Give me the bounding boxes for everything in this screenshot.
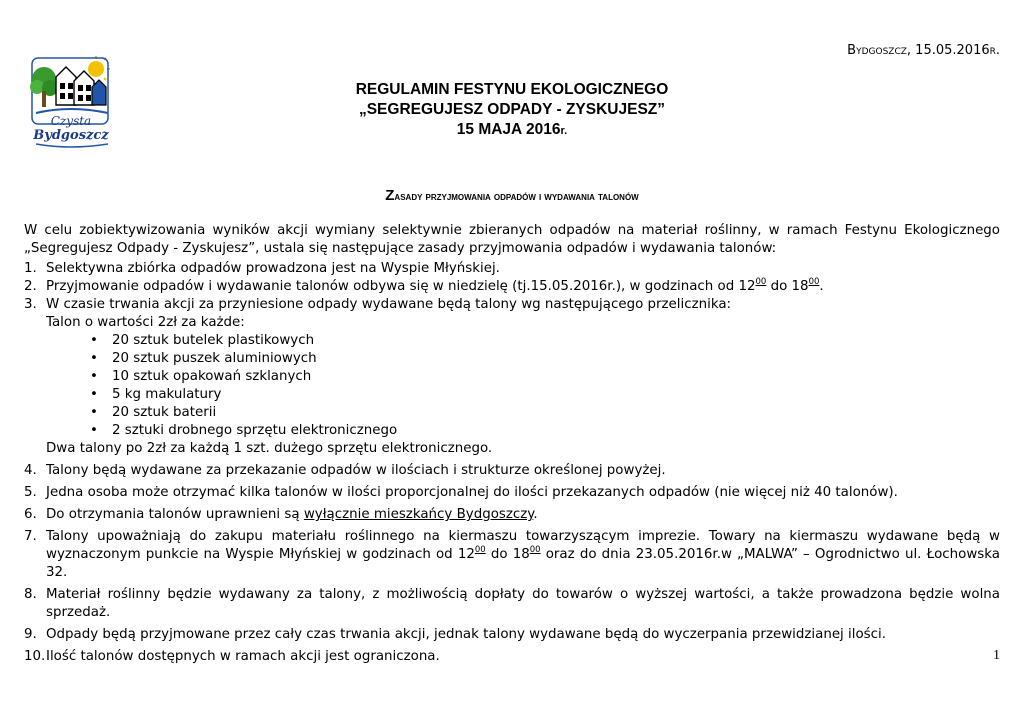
- rule-text: Jedna osoba może otrzymać kilka talonów w ilości proporcjonalnej do ilości przekazanych odpadów (nie więcej niż 40 talonów).: [46, 485, 898, 500]
- rule-text: Selektywna zbiórka odpadów prowadzona jest na Wyspie Młyńskiej.: [46, 261, 500, 276]
- rule-item: [24, 586, 1000, 622]
- rule-number: 5.: [24, 485, 37, 500]
- rule-text: Odpady będą przyjmowane przez cały czas trwania akcji, jednak talony wydawane będą do wyczerpania przewidzianej ilości.: [46, 627, 886, 642]
- rule-text-part: W czasie trwania akcji za przyniesione odpady wydawane będą talony wg następującego przelicznika:: [46, 297, 732, 312]
- document-title: [0, 80, 1024, 141]
- list-item: • 20 sztuk butelek plastikowych: [46, 332, 1000, 350]
- rule-text-part: .: [533, 507, 538, 522]
- rule-number: 6.: [24, 507, 37, 522]
- title-line-3: [0, 120, 1024, 141]
- rule-item: [24, 648, 1000, 666]
- list-item: • 20 sztuk baterii: [46, 404, 1000, 422]
- rule-number: 10.: [24, 649, 46, 664]
- rule-text-part: do 18: [766, 279, 809, 294]
- rule-text: Materiał roślinny będzie wydawany za talony, z możliwością dopłaty do towarów o wyższej wartości, a także prowadzona będzie wolna sprzedaż.: [46, 587, 1000, 620]
- rule-text: Talony będą wydawane za przekazanie odpadów w ilościach i strukturze określonej powyżej.: [46, 463, 666, 478]
- time-superscript: 00: [474, 545, 486, 555]
- rule-item: [24, 260, 1000, 278]
- title-line-1: REGULAMIN FESTYNU EKOLOGICZNEGO: [355, 81, 669, 98]
- page-number: 1: [993, 648, 1000, 663]
- rule-text-part: Do otrzymania talonów uprawnieni są: [46, 507, 304, 522]
- rule-item: [24, 484, 1000, 502]
- date-value: 15.05.2016: [915, 43, 990, 58]
- rule-number: 4.: [24, 463, 37, 478]
- underline-wave-icon: [36, 144, 108, 147]
- time-superscript: 00: [808, 277, 820, 287]
- rule-number: 3.: [24, 297, 37, 312]
- rule-text: [46, 278, 1000, 296]
- section-heading-text: asady przyjmowania odpadów i wydawania talonów: [394, 191, 639, 203]
- list-item: • 2 sztuki drobnego sprzętu elektronicznego: [46, 422, 1000, 440]
- rule-number: 2.: [24, 279, 37, 294]
- rule-number: 9.: [24, 627, 37, 642]
- date-suffix: r.: [989, 43, 1000, 58]
- rule-text: Ilość talonów dostępnych w ramach akcji jest ograniczona.: [46, 649, 440, 664]
- sun-icon: [88, 61, 104, 77]
- rule-item: [24, 296, 1000, 458]
- rule-item: [24, 506, 1000, 524]
- talon-intro: Talon o wartości 2zł za każde:: [46, 315, 245, 330]
- rule-text-part: Talony upoważniają do zakupu materiału roślinnego na kiermaszu towarzyszącym imprezie. Towary na kiermaszu wydawane będą w wyznaczonym punkcie na Wyspie Młyńskiej w godzinach od 12: [46, 529, 1000, 562]
- section-heading-initial: Z: [385, 187, 395, 204]
- rule-item: [24, 528, 1000, 582]
- rule-item: [24, 626, 1000, 644]
- rule-item: [24, 278, 1000, 296]
- logo-text-top: Czysta: [50, 114, 92, 128]
- intro-paragraph: W celu zobiektywizowania wyników akcji wymiany selektywnie zbieranych odpadów na materiał roślinny, w ramach Festynu Ekologicznego „Segregujesz Odpady - Zyskujesz”, ustala się następujące zasady przyjmowania odpadów i wydawania talonów:: [24, 223, 1000, 256]
- time-superscript: 00: [755, 277, 767, 287]
- rules-body: [24, 222, 1000, 666]
- document-date: [847, 43, 1000, 58]
- rule-number: 1.: [24, 261, 37, 276]
- section-heading: [0, 187, 1024, 204]
- date-separator: ,: [906, 43, 916, 58]
- rule-number: 7.: [24, 529, 37, 544]
- underlined-text: wyłącznie mieszkańcy Bydgoszczy: [303, 507, 534, 522]
- rule-text-part: do 18: [485, 547, 530, 562]
- rule-text-part: Przyjmowanie odpadów i wydawanie talonów odbywa się w niedzielę (tj.15.05.2016r.), w godzinach od 12: [46, 279, 756, 294]
- title-date-suffix: r.: [560, 125, 568, 137]
- date-city: Bydgoszcz: [847, 43, 907, 58]
- list-item: • 10 sztuk opakowań szklanych: [46, 368, 1000, 386]
- rule-item: [24, 462, 1000, 480]
- conversion-list: [46, 332, 1000, 440]
- list-item: • 20 sztuk puszek aluminiowych: [46, 350, 1000, 368]
- rule-text-part: .: [819, 279, 824, 294]
- logo-text-bottom: Bydgoszcz: [33, 128, 109, 143]
- rule-text: [46, 296, 1000, 458]
- title-line-2: „SEGREGUJESZ ODPADY - ZYSKUJESZ”: [358, 101, 666, 118]
- time-superscript: 00: [529, 545, 541, 555]
- rule-text-part: oraz do dnia 23.05.2016r.w „MALWA” – Ogrodnictwo ul. Łochowska 32.: [46, 547, 1000, 580]
- rule-number: 8.: [24, 587, 37, 602]
- large-electronics-note: Dwa talony po 2zł za każdą 1 szt. dużego sprzętu elektronicznego.: [46, 441, 493, 456]
- list-item: • 5 kg makulatury: [46, 386, 1000, 404]
- rule-text: [46, 506, 1000, 524]
- rule-text: [46, 528, 1000, 582]
- title-date: 15 MAJA 2016: [456, 121, 561, 138]
